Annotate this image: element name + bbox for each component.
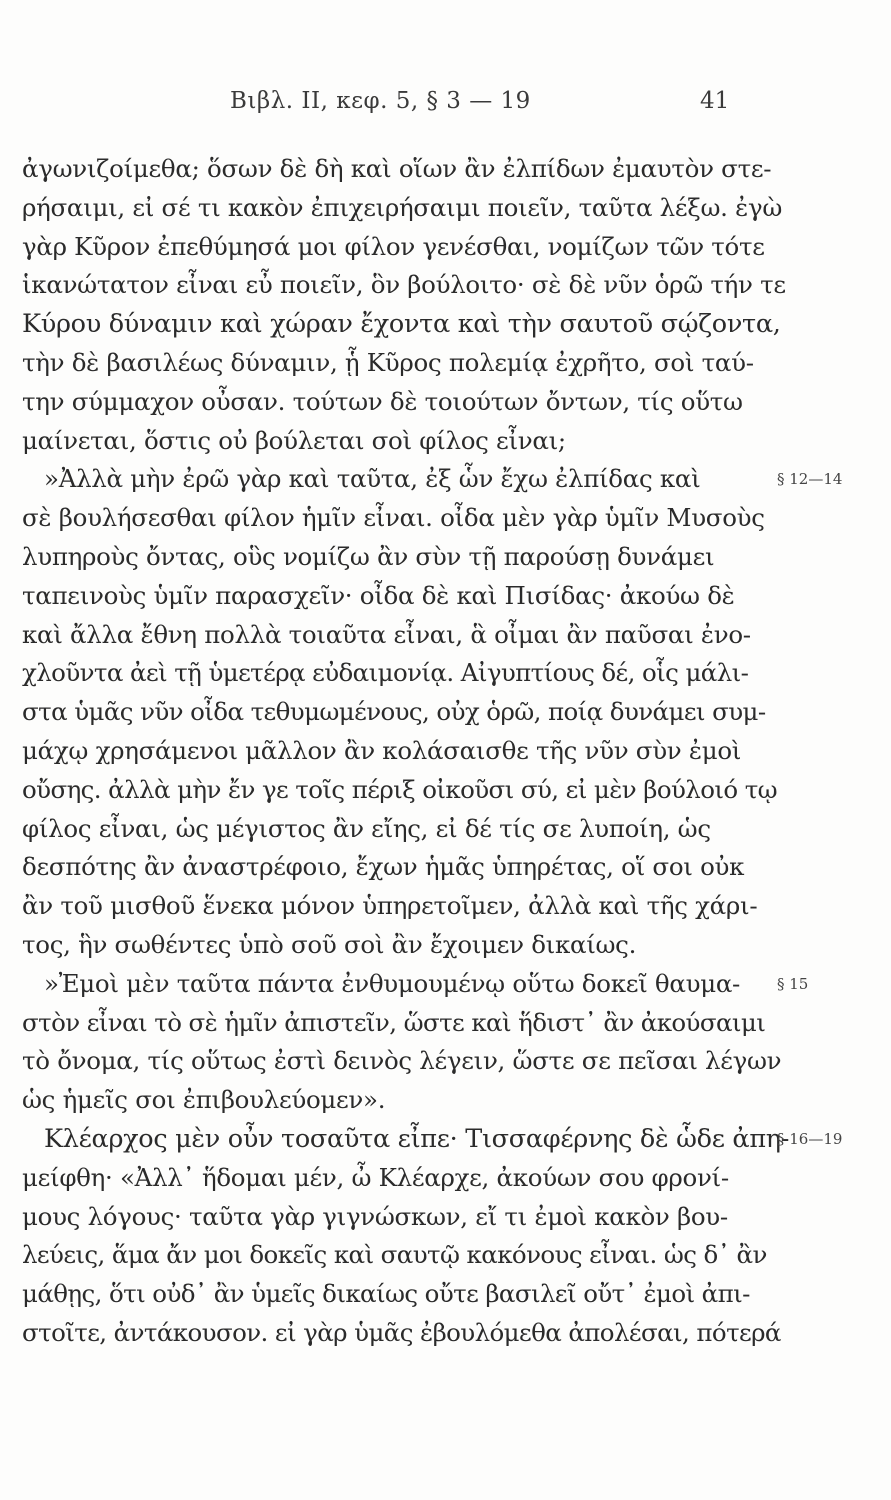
paragraph-line: [22, 1120, 843, 1159]
page-number: 41: [700, 88, 730, 114]
text-line: λεύεις, ἅμα ἄν μοι δοκεῖς καὶ σαυτῷ κακόνους εἶναι. ὡς δ᾽ ἂν: [22, 1240, 767, 1270]
main-text: [22, 150, 843, 1353]
text-line: φίλος εἶναι, ὡς μέγιστος ἂν εἴης, εἰ δέ τίς σε λυποίη, ὡς: [22, 813, 711, 843]
running-head: Βιβλ. II, κεφ. 5, § 3 — 19: [230, 88, 531, 114]
text-line: μάθῃς, ὅτι οὐδ᾽ ἂν ὑμεῖς δικαίως οὔτε βασιλεῖ οὔτ᾽ ἐμοὶ ἀπι-: [22, 1279, 750, 1309]
text-line: μάχῳ χρησάμενοι μᾶλλον ἂν κολάσαισθε τῆς νῦν σὺν ἐμοὶ: [22, 735, 742, 765]
text-line: γὰρ Κῦρον ἐπεθύμησά μοι φίλον γενέσθαι, νομίζων τῶν τότε: [22, 231, 765, 261]
text-line: Κύρου δύναμιν καὶ χώραν ἔχοντα καὶ τὴν σαυτοῦ σῴζοντα,: [22, 309, 781, 340]
text-line: τὴν δὲ βασιλέως δύναμιν, ᾗ Κῦρος πολεμίᾳ ἐχρῆτο, σοὶ ταύ-: [22, 347, 754, 377]
text-line: μαίνεται, ὅστις οὐ βούλεται σοὶ φίλος εἶναι;: [22, 425, 566, 455]
text-line: »Ἀλλὰ μὴν ἐρῶ γὰρ καὶ ταῦτα, ἐξ ὧν ἔχω ἐλπίδας καὶ: [44, 464, 701, 494]
text-line: τος, ἣν σωθέντες ὑπὸ σοῦ σοὶ ἂν ἔχοιμεν δικαίως.: [22, 929, 637, 959]
text-line: δεσπότης ἂν ἀναστρέφοιο, ἔχων ἡμᾶς ὑπηρέτας, οἵ σοι οὐκ: [22, 852, 745, 882]
text-line: ρήσαιμι, εἰ σέ τι κακὸν ἐπιχειρήσαιμι ποιεῖν, ταῦτα λέξω. ἐγὼ: [22, 192, 783, 222]
text-line: τὸ ὄνομα, τίς οὕτως ἐστὶ δεινὸς λέγειν, ὥστε σε πεῖσαι λέγων: [22, 1046, 782, 1076]
text-line: ἀγωνιζοίμεθα; ὅσων δὲ δὴ καὶ οἵων ἂν ἐλπίδων ἐμαυτὸν στε-: [22, 154, 772, 183]
text-line: χλοῦντα ἀεὶ τῇ ὑμετέρᾳ εὐδαιμονίᾳ. Αἰγυπτίους δέ, οἷς μάλι-: [22, 658, 749, 688]
text-line: την σύμμαχον οὖσαν. τούτων δὲ τοιούτων ὄντων, τίς οὕτω: [22, 386, 743, 416]
paragraph-line: [22, 460, 843, 499]
text-line: ταπεινοὺς ὑμῖν παρασχεῖν· οἶδα δὲ καὶ Πισίδας· ἀκούω δὲ: [22, 580, 735, 610]
text-line: οὔσης. ἀλλὰ μὴν ἔν γε τοῖς πέριξ οἰκοῦσι σύ, εἰ μὲν βούλοιό τῳ: [22, 774, 778, 804]
text-line: στὸν εἶναι τὸ σὲ ἡμῖν ἀπιστεῖν, ὥστε καὶ ἥδιστ᾽ ἂν ἀκούσαιμι: [22, 1007, 766, 1037]
section-margin-note: § 12—14: [777, 470, 843, 489]
text-line: λυπηροὺς ὄντας, οὓς νομίζω ἂν σὺν τῇ παρούσῃ δυνάμει: [22, 541, 715, 571]
section-margin-note: § 15: [777, 974, 809, 993]
section-margin-note: § 16—19: [777, 1129, 843, 1148]
text-line: ὡς ἡμεῖς σοι ἐπιβουλεύομεν».: [22, 1085, 386, 1115]
text-line: »Ἐμοὶ μὲν ταῦτα πάντα ἐνθυμουμένῳ οὕτω δοκεῖ θαυμα-: [44, 968, 741, 998]
text-line: στοῖτε, ἀντάκουσον. εἰ γὰρ ὑμᾶς ἐβουλόμεθα ἀπολέσαι, πότερά: [22, 1317, 781, 1347]
text-line: Κλέαρχος μὲν οὖν τοσαῦτα εἶπε· Τισσαφέρνης δὲ ὧδε ἀπη-: [44, 1123, 790, 1154]
text-line: στα ὑμᾶς νῦν οἶδα τεθυμωμένους, οὐχ ὁρῶ, ποίᾳ δυνάμει συμ-: [22, 697, 766, 727]
text-line: σὲ βουλήσεσθαι φίλον ἡμῖν εἶναι. οἶδα μὲν γὰρ ὑμῖν Μυσοὺς: [22, 503, 765, 533]
text-line: καὶ ἄλλα ἔθνη πολλὰ τοιαῦτα εἶναι, ἃ οἶμαι ἂν παῦσαι ἐνο-: [22, 619, 751, 649]
paragraph-line: [22, 965, 809, 1004]
page-header: [0, 88, 891, 128]
text-line: ἂν τοῦ μισθοῦ ἕνεκα μόνον ὑπηρετοῖμεν, ἀλλὰ καὶ τῆς χάρι-: [22, 891, 758, 921]
text-line: ἱκανώτατον εἶναι εὖ ποιεῖν, ὃν βούλοιτο· σὲ δὲ νῦν ὁρῶ τήν τε: [22, 270, 786, 300]
text-line: μείφθη· «Ἀλλ᾽ ἥδομαι μέν, ὦ Κλέαρχε, ἀκούων σου φρονί-: [22, 1162, 729, 1192]
text-line: μους λόγους· ταῦτα γὰρ γιγνώσκων, εἴ τι ἐμοὶ κακὸν βου-: [22, 1201, 728, 1231]
